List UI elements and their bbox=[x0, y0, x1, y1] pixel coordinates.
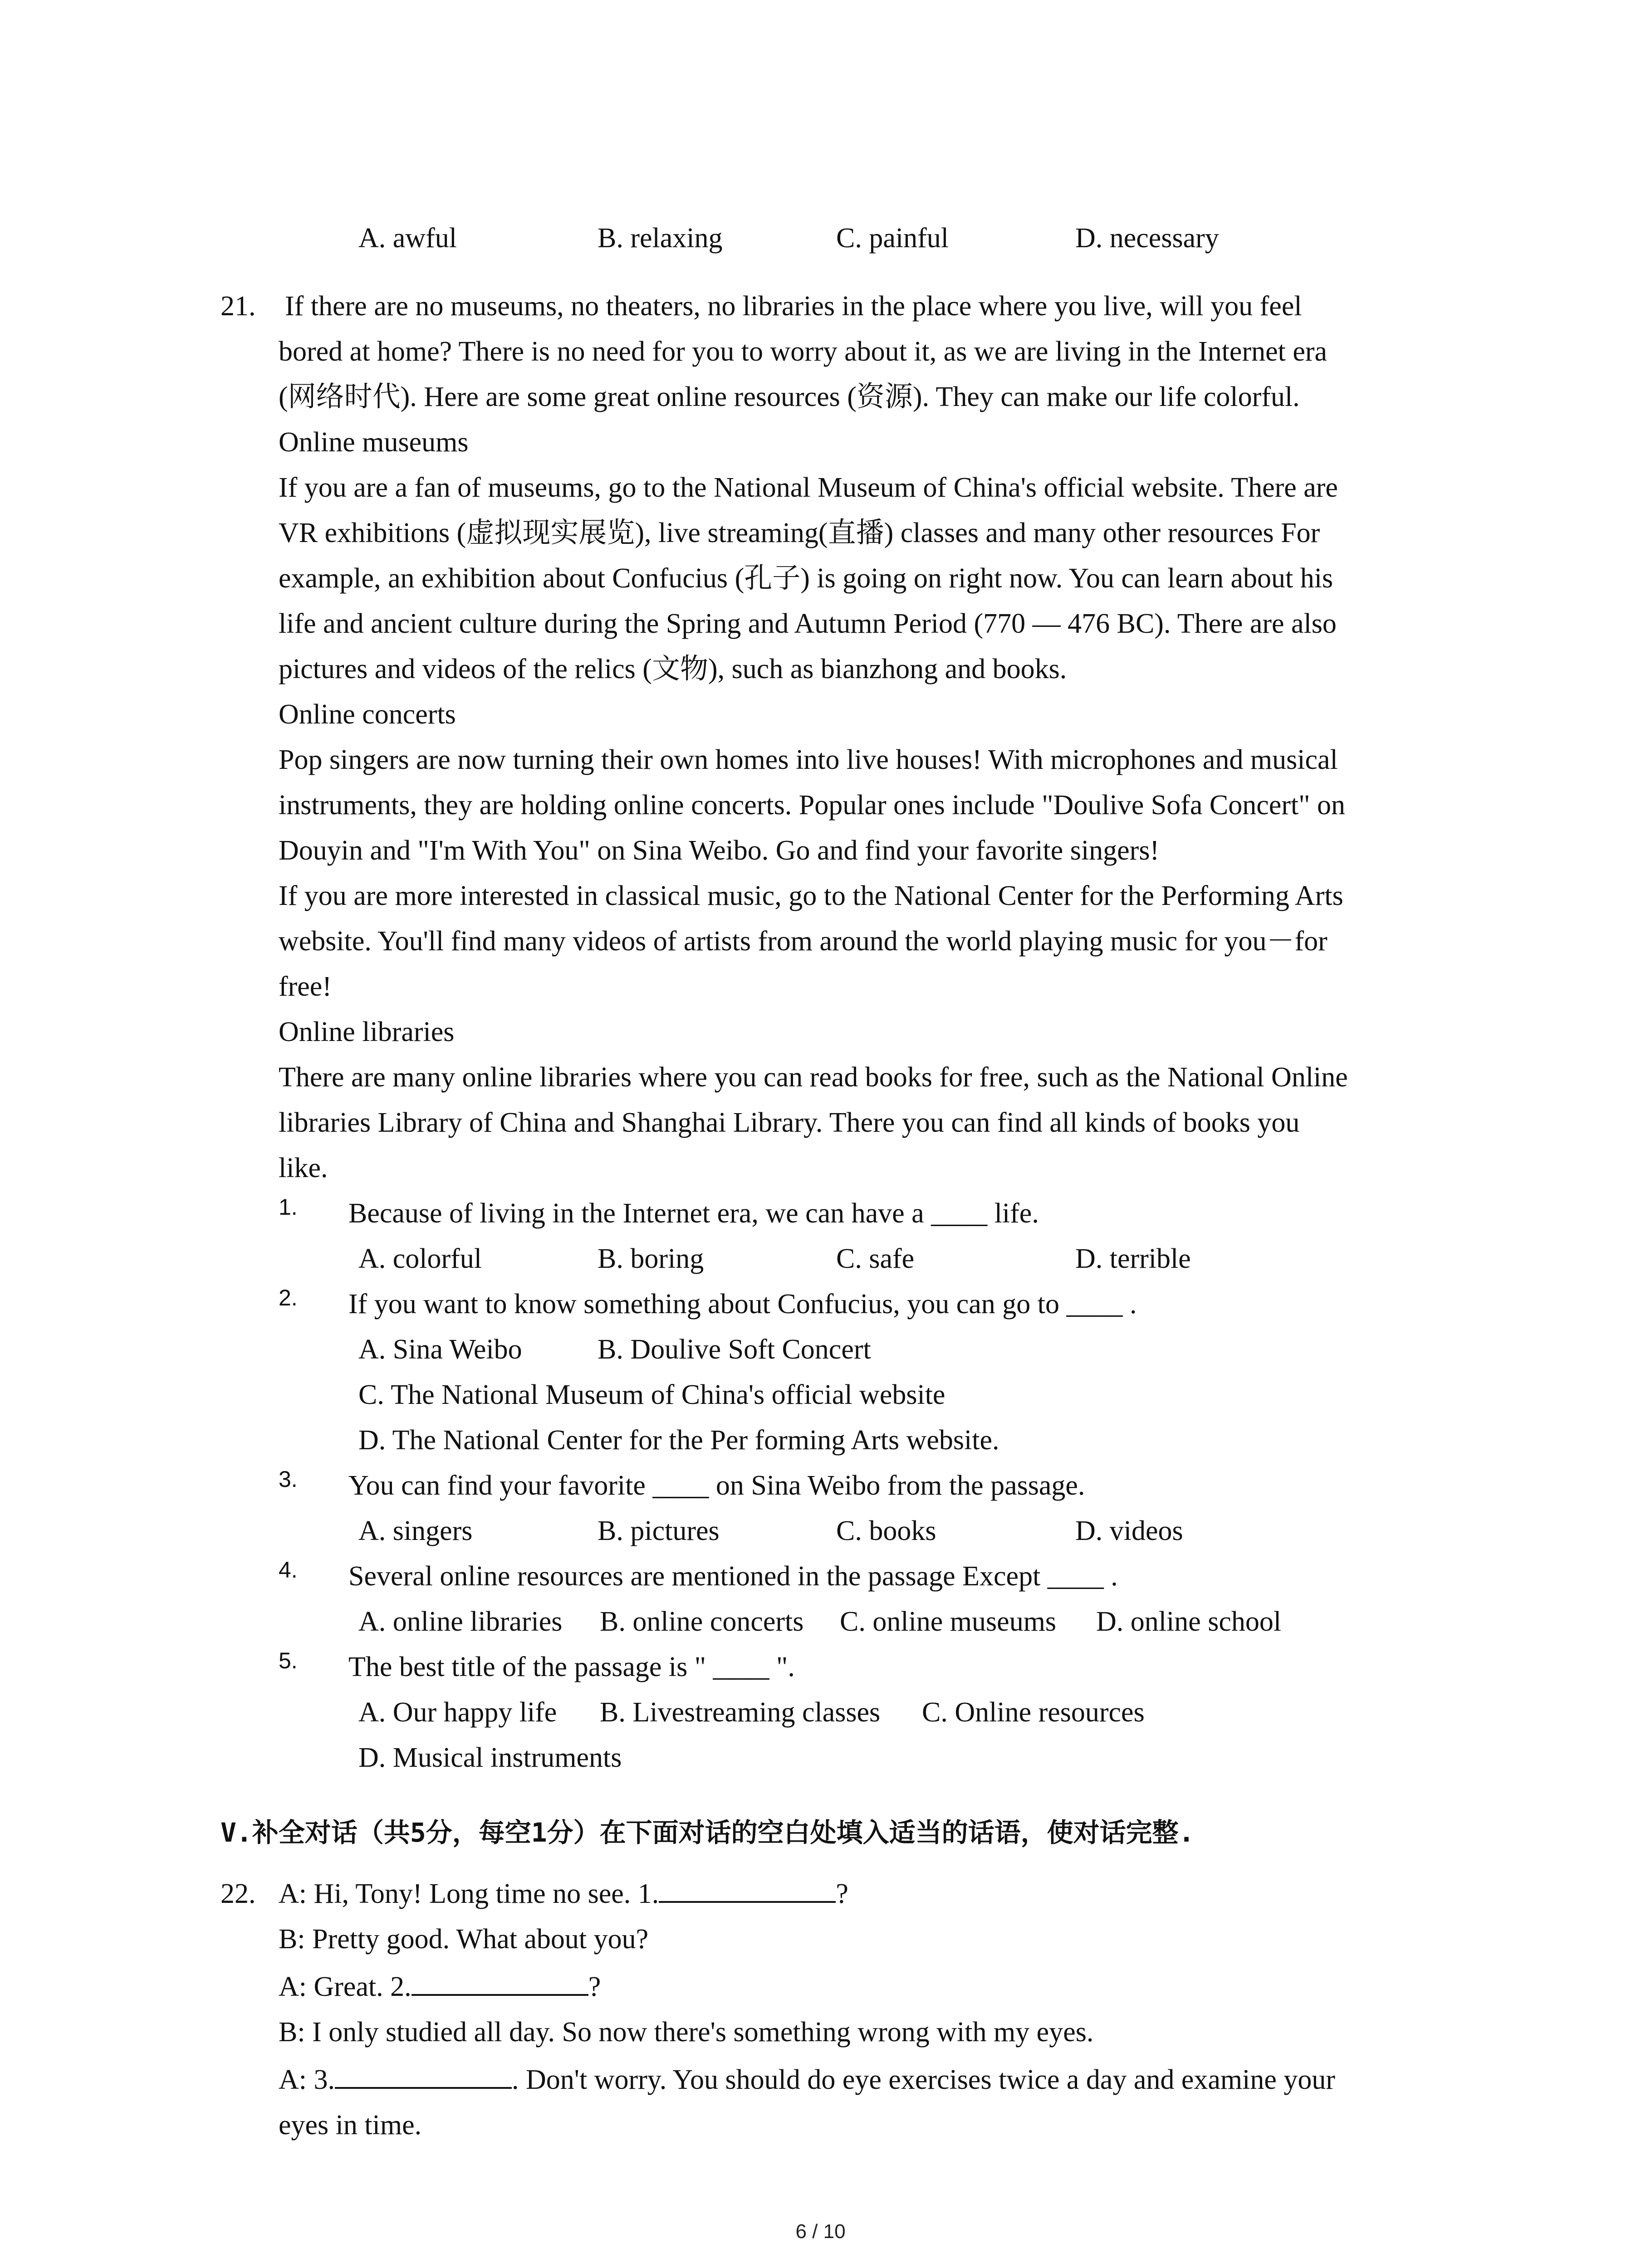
q20-option-a: A. awful bbox=[358, 223, 457, 254]
option-c: C. Online resources bbox=[922, 1697, 1145, 1728]
answer-blank-3[interactable] bbox=[335, 2059, 512, 2089]
option-a: A. colorful bbox=[358, 1243, 482, 1274]
option-b: B. pictures bbox=[598, 1515, 720, 1546]
option-d: D. The National Center for the Per forming Arts website. bbox=[358, 1425, 999, 1456]
passage-line: example, an exhibition about Confucius (孔子) is going on right now. You can learn about his bbox=[279, 563, 1333, 594]
subheading-online-libraries: Online libraries bbox=[279, 1017, 455, 1047]
option-d: D. online school bbox=[1096, 1606, 1282, 1637]
passage-line: There are many online libraries where you can read books for free, such as the National Online bbox=[279, 1062, 1348, 1093]
page-number: 6 / 10 bbox=[795, 2220, 846, 2243]
dialogue-line: eyes in time. bbox=[279, 2110, 422, 2141]
option-b: B. Doulive Soft Concert bbox=[598, 1334, 871, 1365]
passage-line: Pop singers are now turning their own homes into live houses! With microphones and musical bbox=[279, 744, 1338, 775]
option-d: D. Musical instruments bbox=[358, 1742, 622, 1773]
question-number: 1. bbox=[279, 1194, 298, 1220]
option-a: A. singers bbox=[358, 1515, 473, 1546]
option-b: B. boring bbox=[598, 1243, 704, 1274]
option-a: A. Sina Weibo bbox=[358, 1334, 522, 1365]
section-heading: V.补全对话（共5分，每空1分）在下面对话的空白处填入适当的话语，使对话完整. bbox=[220, 1817, 1195, 1848]
q20-option-d: D. necessary bbox=[1075, 223, 1219, 254]
option-b: B. Livestreaming classes bbox=[600, 1697, 881, 1728]
option-c: C. online museums bbox=[840, 1606, 1057, 1637]
passage-line: life and ancient culture during the Spring and Autumn Period (770 — 476 BC). There are also bbox=[279, 608, 1337, 639]
question-number: 5. bbox=[279, 1648, 298, 1673]
question-text: Several online resources are mentioned in the passage Except ____ . bbox=[348, 1561, 1118, 1592]
answer-blank-1[interactable] bbox=[659, 1873, 836, 1903]
option-a: A. online libraries bbox=[358, 1606, 563, 1637]
option-d: D. videos bbox=[1075, 1515, 1183, 1546]
passage-line: libraries Library of China and Shanghai Library. There you can find all kinds of books you bbox=[279, 1107, 1300, 1138]
option-c: C. books bbox=[836, 1515, 936, 1546]
option-b: B. online concerts bbox=[600, 1606, 804, 1637]
subheading-online-concerts: Online concerts bbox=[279, 699, 456, 730]
q20-option-c: C. painful bbox=[836, 223, 949, 254]
question-text: You can find your favorite ____ on Sina Weibo from the passage. bbox=[348, 1470, 1085, 1501]
passage-line: (网络时代). Here are some great online resources (资源). They can make our life colorful. bbox=[279, 381, 1300, 412]
passage-line: If you are a fan of museums, go to the National Museum of China's official website. There are bbox=[279, 472, 1338, 503]
option-c: C. safe bbox=[836, 1243, 915, 1274]
q20-option-b: B. relaxing bbox=[598, 223, 723, 254]
dialogue-line: A: 3. . Don't worry. You should do eye exercises twice a day and examine your bbox=[279, 2057, 1641, 2102]
question-number: 3. bbox=[279, 1466, 298, 1492]
dialogue-line: A: Great. 2. ? bbox=[279, 1964, 1641, 2009]
question-number: 4. bbox=[279, 1557, 298, 1583]
option-a: A. Our happy life bbox=[358, 1697, 557, 1728]
passage-line: If you are more interested in classical music, go to the National Center for the Performing Arts bbox=[279, 880, 1343, 911]
passage-line: bored at home? There is no need for you to worry about it, as we are living in the Internet era bbox=[279, 336, 1327, 367]
question-text: If you want to know something about Confucius, you can go to ____ . bbox=[348, 1289, 1137, 1320]
answer-blank-2[interactable] bbox=[411, 1966, 588, 1996]
passage-line: like. bbox=[279, 1153, 328, 1183]
question-number: 22. bbox=[220, 1878, 256, 1909]
question-text: Because of living in the Internet era, we can have a ____ life. bbox=[348, 1198, 1039, 1229]
dialogue-line: B: Pretty good. What about you? bbox=[279, 1924, 649, 1955]
option-c: C. The National Museum of China's official website bbox=[358, 1379, 945, 1410]
passage-line: VR exhibitions (虚拟现实展览), live streaming(直播) classes and many other resources For bbox=[279, 518, 1320, 548]
passage-line: free! bbox=[279, 971, 332, 1002]
option-d: D. terrible bbox=[1075, 1243, 1191, 1274]
dialogue-line: B: I only studied all day. So now there's something wrong with my eyes. bbox=[279, 2017, 1094, 2048]
passage-line: pictures and videos of the relics (文物), such as bianzhong and books. bbox=[279, 654, 1067, 684]
passage-line: website. You'll find many videos of artists from around the world playing music for you－for bbox=[279, 926, 1327, 957]
question-number: 21. bbox=[220, 291, 256, 322]
passage-line: Douyin and "I'm With You" on Sina Weibo. Go and find your favorite singers! bbox=[279, 835, 1160, 866]
subheading-online-museums: Online museums bbox=[279, 427, 469, 458]
passage-line: instruments, they are holding online concerts. Popular ones include "Doulive Sofa Concert" on bbox=[279, 790, 1346, 821]
question-number: 2. bbox=[279, 1285, 298, 1310]
question-text: The best title of the passage is " ____ ". bbox=[348, 1652, 795, 1682]
